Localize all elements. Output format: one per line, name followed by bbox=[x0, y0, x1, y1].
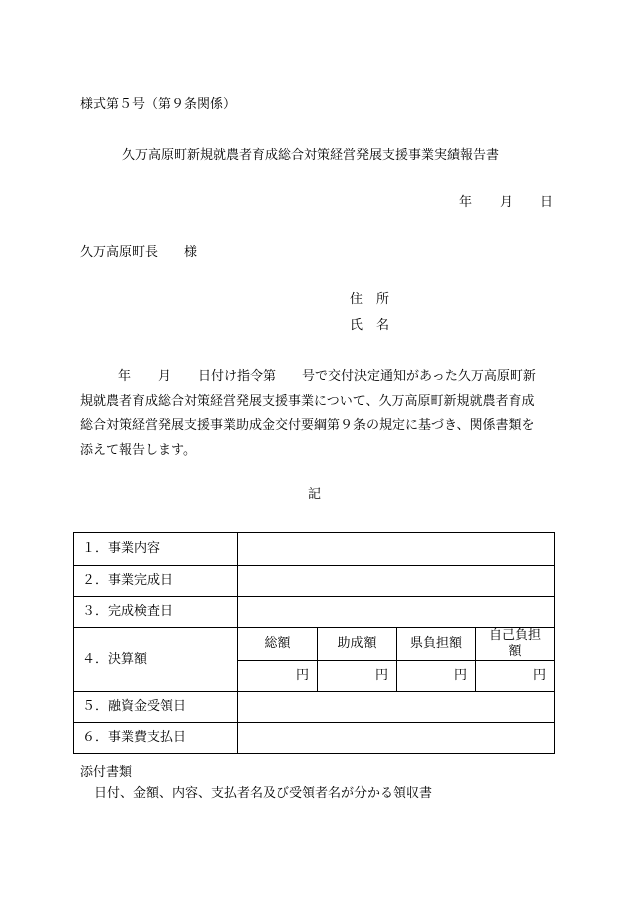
col-header-total: 総額 bbox=[238, 628, 318, 661]
body-line-1: 年 月 日付け指令第 号で交付決定通知があった久万高原町新 bbox=[118, 369, 536, 384]
project-content-field[interactable] bbox=[238, 533, 555, 566]
loan-receipt-date-field[interactable] bbox=[238, 692, 555, 723]
table-row bbox=[74, 692, 555, 723]
applicant-name-label: 氏 名 bbox=[350, 318, 390, 333]
row-label-settlement-amount: ４．決算額 bbox=[74, 628, 238, 692]
col-header-self-share: 自己負担額 bbox=[476, 628, 555, 661]
date-month-label: 月 bbox=[500, 195, 514, 210]
applicant-address-label: 住 所 bbox=[350, 292, 390, 307]
body-line-2: 規就農者育成総合対策経営発展支援事業について、久万高原町新規就農者育成 bbox=[80, 393, 535, 409]
table-row bbox=[74, 533, 555, 566]
addressee bbox=[80, 245, 197, 261]
yen-unit: 円 bbox=[374, 668, 388, 683]
date-year-label: 年 bbox=[459, 195, 473, 210]
yen-unit: 円 bbox=[532, 668, 546, 683]
yen-unit: 円 bbox=[295, 668, 309, 683]
table-row bbox=[74, 628, 555, 661]
table-row bbox=[74, 597, 555, 628]
report-table bbox=[73, 532, 555, 754]
col-header-subsidy: 助成額 bbox=[318, 628, 397, 661]
addressee-name: 久万高原町長 bbox=[80, 245, 159, 260]
payment-date-field[interactable] bbox=[238, 723, 555, 754]
attachment-item: 日付、金額、内容、支払者名及び受領者名が分かる領収書 bbox=[94, 786, 433, 801]
col-header-prefecture-share: 県負担額 bbox=[397, 628, 476, 661]
report-body bbox=[80, 365, 555, 463]
body-line-4: 添えて報告します。 bbox=[80, 442, 196, 458]
form-number: 様式第５号（第９条関係） bbox=[80, 97, 237, 112]
body-line-3: 総合対策経営発展支援事業助成金交付要綱第９条の規定に基づき、関係書類を bbox=[80, 418, 535, 433]
date-day-label: 日 bbox=[540, 195, 554, 210]
row-label-inspection-date: ３．完成検査日 bbox=[74, 597, 238, 628]
subsidy-amount-field[interactable] bbox=[318, 661, 397, 692]
addressee-honorific: 様 bbox=[184, 245, 198, 260]
attachments-title: 添付書類 bbox=[80, 765, 133, 780]
row-label-completion-date: ２．事業完成日 bbox=[74, 566, 238, 597]
document-title: 久万高原町新規就農者育成総合対策経営発展支援事業実績報告書 bbox=[122, 148, 500, 163]
total-amount-field[interactable] bbox=[238, 661, 318, 692]
row-label-loan-receipt-date: ５．融資金受領日 bbox=[74, 692, 238, 723]
prefecture-share-field[interactable] bbox=[397, 661, 476, 692]
table-row bbox=[74, 566, 555, 597]
row-label-project-content: １．事業内容 bbox=[74, 533, 238, 566]
self-share-field[interactable] bbox=[476, 661, 555, 692]
yen-unit: 円 bbox=[453, 668, 467, 683]
table-row bbox=[74, 723, 555, 754]
ki-heading: 記 bbox=[308, 487, 322, 502]
row-label-payment-date: ６．事業費支払日 bbox=[74, 723, 238, 754]
inspection-date-field[interactable] bbox=[238, 597, 555, 628]
completion-date-field[interactable] bbox=[238, 566, 555, 597]
